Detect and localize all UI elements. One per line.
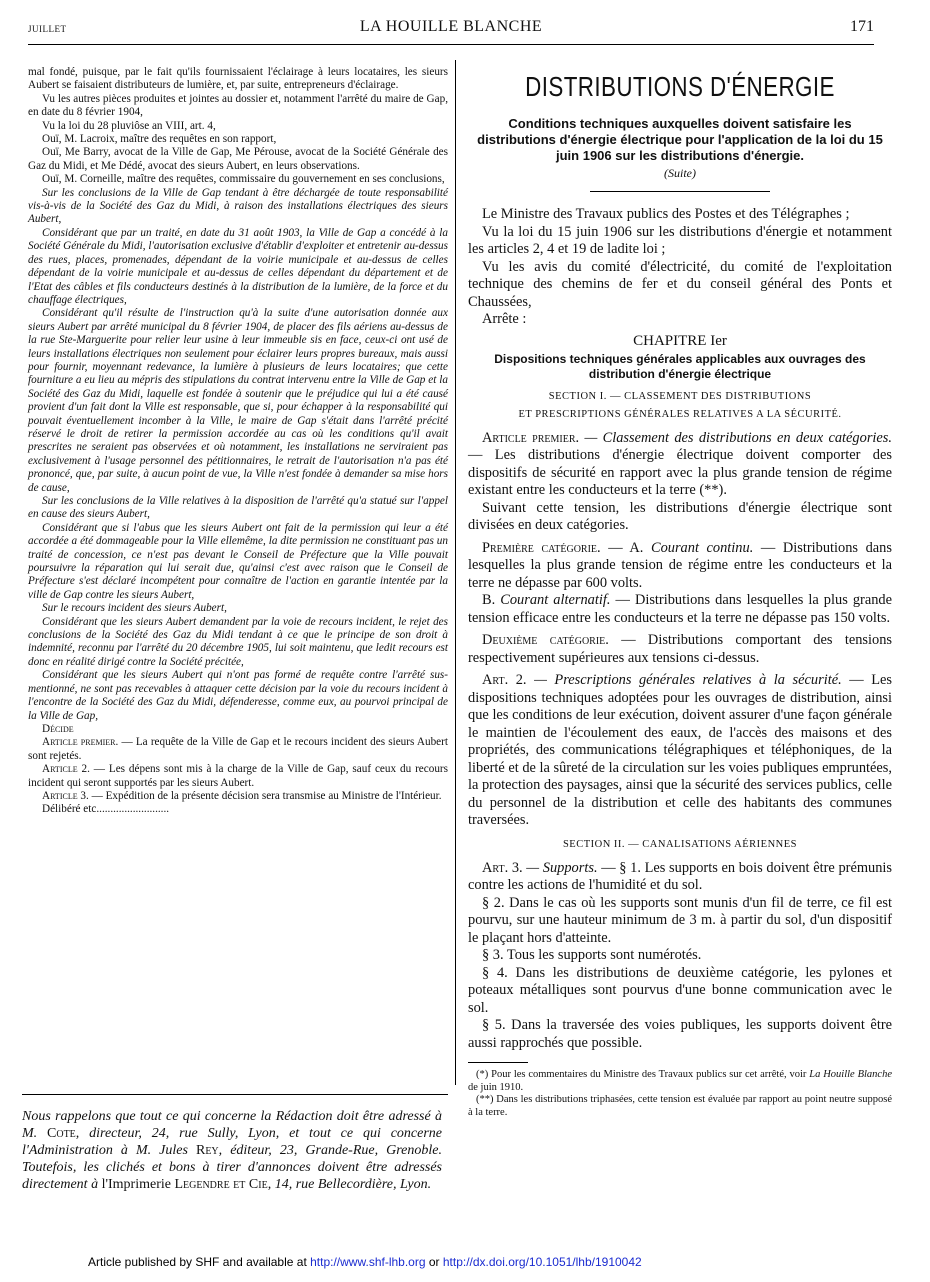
footnote-rule xyxy=(468,1062,528,1063)
footer-text: Article published by SHF and available at xyxy=(88,1255,311,1269)
intro-paragraph: Arrête : xyxy=(482,311,527,327)
page-footer xyxy=(88,1255,642,1269)
left-paragraph: Considérant que si l'abus que les sieurs Aubert ont fait de la permission qui leur a été accordée a été dommageable pour la Ville ellemême, la dite permission ne constituant pas un traité de concession, ce n'est pas devant le Conseil de Préfecture que la Ville pouvait poursuivre la réparation qui lui serait due, qu'ainsi c'est avec raison que le Conseil de Préfecture s'est déclaré incompétent pour connaître de l'action en garantie intentée par la ville de Gap contre les sieurs Aubert, xyxy=(28,521,448,601)
section-1-heading xyxy=(468,388,892,424)
notice-text-4: , 14, rue Bellecordière, Lyon. xyxy=(267,1177,432,1192)
left-paragraphs xyxy=(28,66,448,723)
right-body xyxy=(468,206,892,1052)
decision-article-label: Article 2. xyxy=(42,763,90,776)
header-rule xyxy=(28,44,874,45)
article-2-text: — Les dispositions techniques adoptées pour les ouvrages de distribution, ainsi que les conditions de leur exécution, doivent assurer d'une façon générale le maintien de l'écoulement des eaux, de l'accès des maisons et des propriétés, des communications télégraphiques et téléphoniques, de la liberté et de la sûreté de la circulation sur les voies publiques empruntées, la protection des paysages, ainsi que la sécurité des services publics, celle du personnel de la distribution et celle des habitants des communes traversées. xyxy=(468,672,892,828)
footer-link-shf[interactable]: http://www.shf-lhb.org xyxy=(310,1255,426,1269)
category-1-a-marker: — A. xyxy=(600,539,651,556)
left-paragraph: Ouï, M. Corneille, maître des requêtes, commissaire du gouvernement en ses conclusions, xyxy=(42,173,445,186)
section-2-heading: SECTION II. — CANALISATIONS AÉRIENNES xyxy=(562,838,798,850)
chapter-subtitle: Dispositions techniques générales applicables aux ouvrages des distribution d'énergie électrique xyxy=(494,351,866,381)
notice-text-3: , éditeur, 23, Grande-Rue, Grenoble. Toutefois, les clichés et bons à tirer d'annonces doivent être adressés directement à xyxy=(22,1143,442,1192)
category-1-b-marker: B. xyxy=(482,592,501,608)
footer-link-doi[interactable]: http://dx.doi.org/10.1051/lhb/1910042 xyxy=(442,1255,642,1269)
article-3-paragraphs xyxy=(468,895,892,1053)
left-paragraph: Ouï, Me Barry, avocat de la Ville de Gap, Me Pérouse, avocat de la Société Générale des Gaz du Midi, et Me Dédé, avocat des sieurs Aubert, en leurs observations. xyxy=(28,146,448,172)
category-1-b xyxy=(468,592,892,627)
left-paragraph: Considérant que les sieurs Aubert qui n'ont pas formé de requête contre l'arrêté sus-mentionné, ne sont pas recevables à attaquer cette décision par la voie du recours incident à l'encontre de la Société des Gaz du Midi, défenderesse, comme eux, au pourvoi principal de la Ville de Gap, xyxy=(28,669,448,722)
left-paragraph: Sur les conclusions de la Ville relatives à la disposition de l'arrêté qu'a statué sur l'appel en cause des sieurs Aubert, xyxy=(28,495,448,521)
right-column xyxy=(468,66,892,1119)
article-3-label: Art. 3. xyxy=(482,859,523,876)
intro-paragraph: Le Ministre des Travaux publics des Postes et des Télégraphes ; xyxy=(482,206,850,222)
article-1-title: — Classement des distributions en deux catégories. xyxy=(579,429,892,446)
article-3 xyxy=(468,860,892,895)
left-paragraph: Considérant qu'il résulte de l'instruction qu'à la suite d'une autorisation donnée aux sieurs Aubert par arrêté municipal du 8 février 1904, de placer des fils aériens au-dessus de la rue Ste-Marguerite pour relier leur usine à leur immeuble sis en face, ceux-ci ont usé de leurs installations électriques non seulement pour éclairer leurs propres bureaux, mais aussi pour fournir, moyennant redevance, la lumière à plusieurs de leurs locataires; que cette fourniture a eu lieu au mépris des stipulations du contrat intervenu entre la Ville de Gap et la Société des Gaz du Midi, laquelle est fondée à soutenir que le préjudice qui lui a été causé provient d'un fait dont la Ville est responsable, que si, pour échapper à la responsabilité qui pouvait éventuellement incomber à la Ville, le maire de Gap s'était dans l'arrêté précité réservé le droit de retirer la permission accordée au cas où les conditions qu'il avait prescrites ne seraient pas observées et où notamment, les installations ne serviraient pas exclusivement à l'usage personnel des pétitionnaires, le retrait de l'autorisation n'a pas été prononcé, que, par suite, à aucun point de vue, la Ville n'est fondée à demander sa mise hors de cause, xyxy=(28,307,448,494)
column-divider xyxy=(455,60,456,1085)
notice-text-2: , directeur, 24, rue Sully, Lyon, et tout ce qui concerne l'Administration à M. Jules xyxy=(22,1126,442,1158)
journal-title: LA HOUILLE BLANCHE xyxy=(359,18,543,35)
decision-article-label: Article 3. xyxy=(42,789,89,802)
footnote-1-journal: La Houille Blanche xyxy=(809,1069,892,1080)
category-1-label: Première catégorie. xyxy=(482,539,601,556)
article-1-para-2: Suivant cette tension, les distributions d'énergie électrique sont divisées en deux catégories. xyxy=(468,499,892,533)
notice-rule xyxy=(22,1094,448,1095)
editorial-notice xyxy=(22,1108,442,1193)
decision-article-text: — Les dépens sont mis à la charge de la Ville de Gap, sauf ceux du recours incident qui seront supportés par les sieurs Aubert. xyxy=(28,763,448,789)
decision-article xyxy=(28,790,448,803)
left-paragraph: Considérant que les sieurs Aubert demandent par la voie de recours incident, le rejet des conclusions de la Société des Gaz du Midi tendant à ce que le principe de son droit à indemnité, reconnu par l'arrêté du 20 décembre 1905, lui soit maintenu, que ledit recours est donc en réalité dirigé contre la Société précitée, xyxy=(28,615,448,668)
decision-article-text: — La requête de la Ville de Gap et le recours incident des sieurs Aubert sont rejetés. xyxy=(28,736,448,762)
left-paragraph: Considérant que par un traité, en date du 31 août 1903, la Ville de Gap a concédé à la Société Générale du Midi, l'autorisation exclusive d'établir d'exploiter et entretenir au-dessus des rues, places, promenades, dépendant de la voirie municipale et au-dessus de celles dépendant de la voirie municipale et au-dessus de celles dépendant du département et de l'Etat des câbles et fils conducteurs destinés à la distribution de la lumière, de la force et du chauffage électriques, xyxy=(28,226,448,306)
notice-printer-plain: l'Imprimerie xyxy=(101,1177,175,1192)
category-2-text: — Distributions comportant des tensions respectivement supérieures aux tensions ci-dessus. xyxy=(468,632,892,666)
decision-article xyxy=(28,763,448,790)
category-2-label: Deuxième catégorie. xyxy=(482,632,609,648)
notice-name-1: Cote xyxy=(47,1126,76,1141)
category-1-b-text: — Distributions dans lesquelles la plus grande tension efficace entre les conducteurs et la terre ne dépasse pas 150 volts. xyxy=(468,592,892,626)
left-paragraph: Ouï, M. Lacroix, maître des requêtes en son rapport, xyxy=(42,133,277,146)
footnote-2: (**) Dans les distributions triphasées, cette tension est évaluée par rapport au point neutre supposé à la terre. xyxy=(468,1094,892,1118)
article-1-text: — Les distributions d'énergie électrique doivent comporter des dispositifs de sécurité en rapport avec la plus grande tension de régime existant entre les conducteurs et la terre (**). xyxy=(468,447,892,498)
category-2 xyxy=(468,632,892,667)
category-1-b-title: Courant alternatif. xyxy=(500,592,611,608)
intro-paragraphs xyxy=(468,206,892,329)
suite-label: (Suite) xyxy=(664,166,696,180)
article-3-paragraph: § 4. Dans les distributions de deuxième catégorie, les pylones et poteaux métalliques sont pourvus d'une bonne communication avec le sol. xyxy=(468,964,892,1016)
decide-heading: Décide xyxy=(42,722,74,735)
left-paragraph: Vu les autres pièces produites et jointes au dossier et, notamment l'arrêté du maire de Gap, en date du 8 février 1904, xyxy=(28,92,448,119)
decision-article-label: Article premier. xyxy=(42,736,119,749)
left-articles xyxy=(28,736,448,803)
article-3-paragraph: § 2. Dans le cas où les supports sont munis d'un fil de terre, ce fil est pourvu, sur une hauteur minimum de 3 m. à partir du sol, d'un dispositif le plaçant hors d'atteinte. xyxy=(468,894,892,946)
decision-article xyxy=(28,736,448,763)
article-1-label: Article premier. xyxy=(482,429,580,446)
notice-printer-name: Legendre et Cie xyxy=(174,1177,268,1192)
section-title: DISTRIBUTIONS D'ÉNERGIE xyxy=(525,71,835,102)
page-number: 171 xyxy=(850,18,874,35)
notice-name-2: Rey xyxy=(195,1143,219,1158)
article-2 xyxy=(468,672,892,830)
article-1 xyxy=(468,430,892,500)
left-paragraph: mal fondé, puisque, par le fait qu'ils fournissaient l'éclairage à leurs locataires, les sieurs Aubert se faisaient distributeurs de lumière, et, par suite, entrepreneurs d'éclairage. xyxy=(28,66,448,92)
footnote-1-date: de juin 1910. xyxy=(468,1081,524,1093)
article-2-title: — Prescriptions générales relatives à la sécurité. xyxy=(526,672,842,688)
category-1-a xyxy=(468,540,892,593)
article-3-title: — Supports. xyxy=(522,859,598,876)
article-3-paragraph: § 3. Tous les supports sont numérotés. xyxy=(482,947,702,963)
chapter-heading: CHAPITRE Ier xyxy=(633,332,727,349)
article-subtitle: Conditions techniques auxquelles doivent satisfaire les distributions d'énergie électrique pour l'application de la loi du 15 juin 1906 sur les distributions d'énergie. xyxy=(477,116,883,163)
section-1-line-1: SECTION I. — CLASSEMENT DES DISTRIBUTIONS xyxy=(548,390,812,402)
footer-or: or xyxy=(425,1255,443,1269)
intro-paragraph: Vu les avis du comité d'électricité, du comité de l'exploitation technique des chemins de fer et du conseil général des Ponts et Chaussées, xyxy=(468,258,892,310)
article-3-text: — § 1. Les supports en bois doivent être prémunis contre les actions de l'humidité et du sol. xyxy=(468,859,893,893)
closing-line: Délibéré etc.......................... xyxy=(42,803,170,816)
left-column xyxy=(28,66,448,817)
header-month: JUILLET xyxy=(28,24,67,34)
intro-paragraph: Vu la loi du 15 juin 1906 sur les distributions d'énergie et notamment les articles 2, 4 et 19 de ladite loi ; xyxy=(468,223,892,257)
category-1-a-text: — Distributions dans lesquelles la plus grande tension de régime entre les conducteurs et la terre ne dépasse par 600 volts. xyxy=(468,539,892,591)
left-paragraph: Vu la loi du 28 pluviôse an VIII, art. 4, xyxy=(42,119,216,132)
left-paragraph: Sur les conclusions de la Ville de Gap tendant à être déchargée de toute responsabilité vis-à-vis de la Société des Gaz du Midi, à raison des installations électriques des sieurs Aubert, xyxy=(28,186,448,226)
article-3-paragraph: § 5. Dans la traversée des voies publiques, les supports doivent être aussi rapprochés que possible. xyxy=(468,1017,892,1051)
section-1-line-2: ET PRESCRIPTIONS GÉNÉRALES RELATIVES A LA SÉCURITÉ. xyxy=(518,408,842,420)
decision-article-text: — Expédition de la présente décision sera transmise au Ministre de l'Intérieur. xyxy=(88,789,442,802)
left-paragraph: Sur le recours incident des sieurs Aubert, xyxy=(42,602,227,615)
page-header xyxy=(28,18,874,40)
footnote-1 xyxy=(468,1069,892,1094)
article-2-label: Art. 2. xyxy=(482,672,527,688)
title-rule xyxy=(590,191,770,192)
footnote-1-text: (*) Pour les commentaires du Ministre des Travaux publics sur cet arrêté, voir xyxy=(476,1069,810,1080)
notice-text-1: Nous rappelons que tout ce qui concerne la Rédaction doit être adressé à M. xyxy=(22,1109,442,1141)
category-1-a-title: Courant continu. xyxy=(650,539,754,556)
